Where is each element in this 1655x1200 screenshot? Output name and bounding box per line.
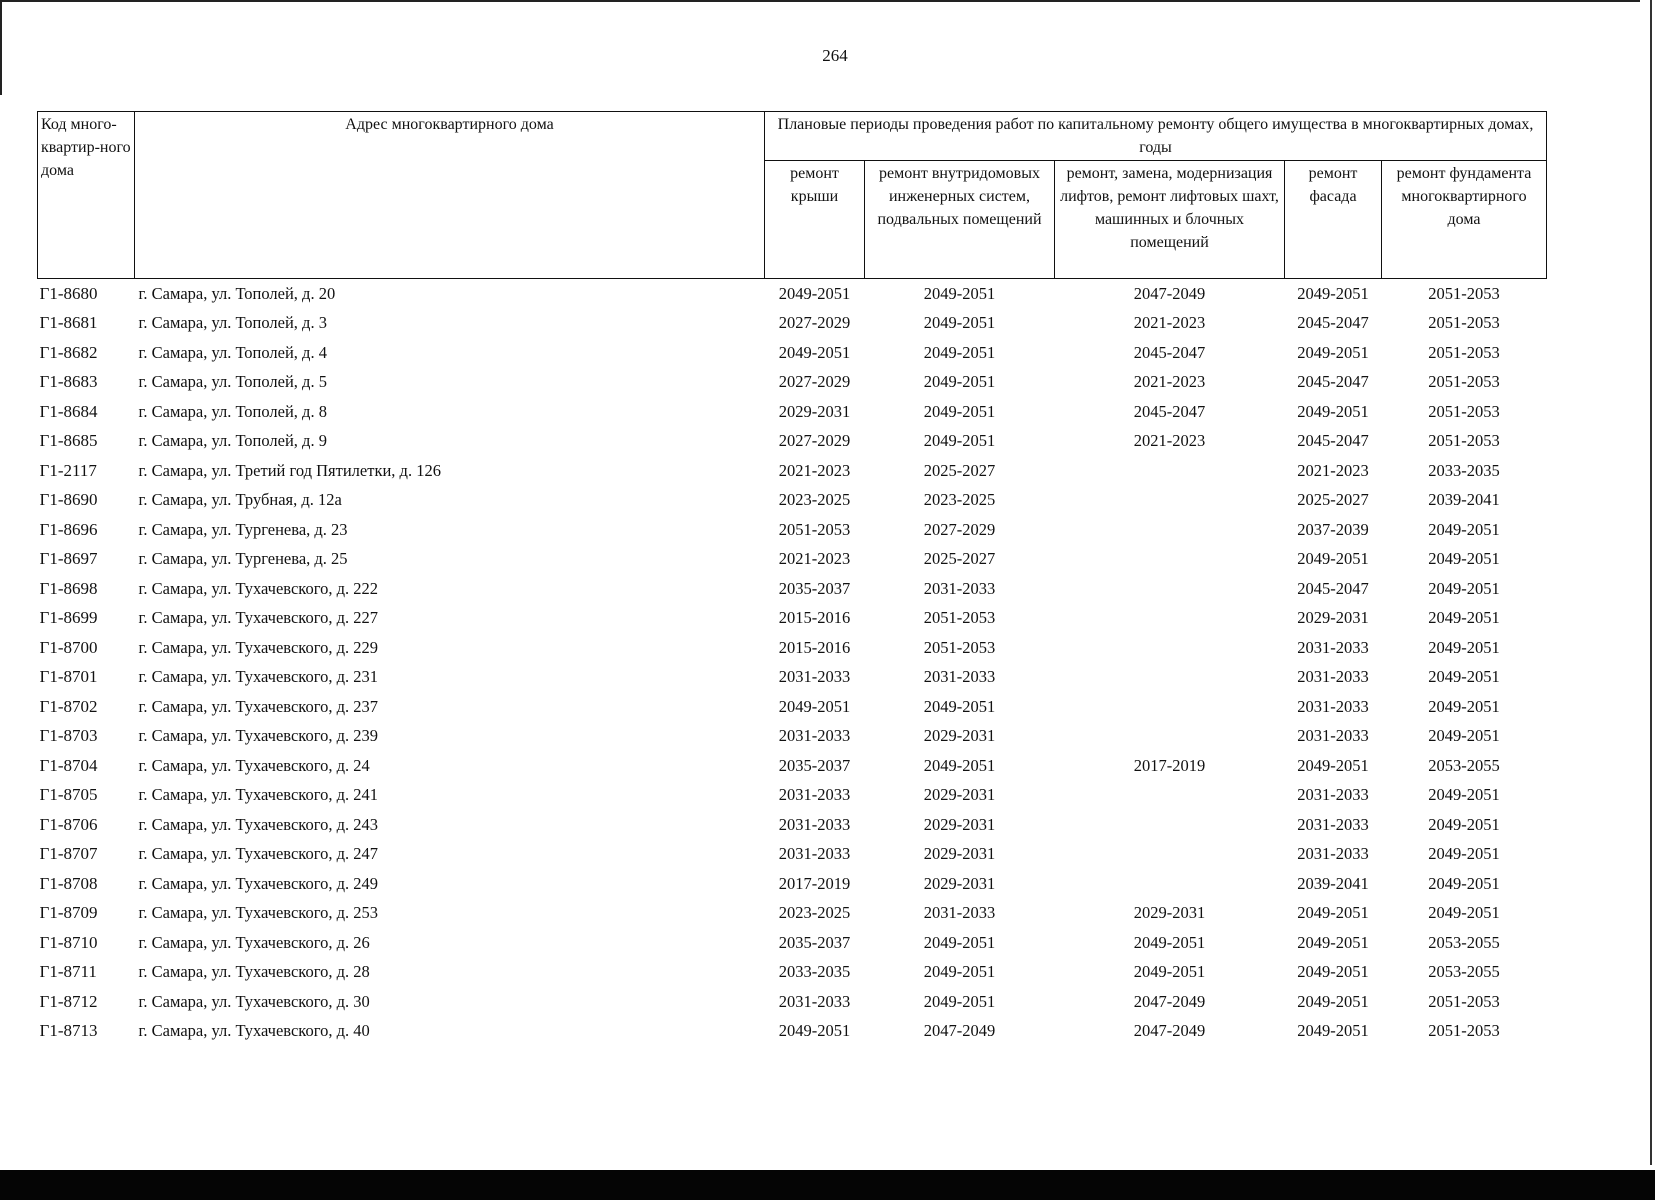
header-elevators: ремонт, замена, модернизация лифтов, ремонт лифтовых шахт, машинных и блочных помещений xyxy=(1055,161,1285,279)
cell-roof: 2031-2033 xyxy=(778,667,851,687)
table-row xyxy=(38,692,1547,722)
cell-code: Г1-8702 xyxy=(39,696,98,716)
cell-roof: 2049-2051 xyxy=(778,283,851,303)
cell-facade: 2049-2051 xyxy=(1297,401,1369,421)
cell-roof: 2031-2033 xyxy=(778,991,851,1011)
cell-facade: 2049-2051 xyxy=(1297,991,1369,1011)
cell-roof: 2031-2033 xyxy=(778,785,851,805)
cell-roof: 2029-2031 xyxy=(778,401,851,421)
cell-elevators: 2049-2051 xyxy=(1133,932,1206,952)
header-roof: ремонт крыши xyxy=(765,161,865,279)
cell-elevators: 2017-2019 xyxy=(1133,755,1206,775)
cell-elevators: 2021-2023 xyxy=(1133,372,1206,392)
table-row xyxy=(38,899,1547,929)
cell-elevators: 2047-2049 xyxy=(1133,1021,1206,1041)
cell-code: Г1-8701 xyxy=(39,667,98,687)
cell-foundation: 2049-2051 xyxy=(1428,549,1500,569)
cell-code: Г1-8706 xyxy=(39,814,98,834)
cell-code: Г1-8685 xyxy=(39,431,98,451)
cell-facade: 2025-2027 xyxy=(1297,490,1369,510)
cell-elevators xyxy=(1055,692,1285,722)
cell-code: Г1-8707 xyxy=(39,844,98,864)
cell-roof: 2031-2033 xyxy=(778,726,851,746)
cell-engineering: 2031-2033 xyxy=(923,578,996,598)
cell-elevators: 2045-2047 xyxy=(1133,401,1206,421)
cell-facade: 2045-2047 xyxy=(1297,431,1369,451)
cell-foundation: 2049-2051 xyxy=(1428,844,1500,864)
cell-elevators xyxy=(1055,869,1285,899)
cell-code: Г1-8698 xyxy=(39,578,98,598)
cell-engineering: 2029-2031 xyxy=(923,814,996,834)
header-facade: ремонт фасада xyxy=(1285,161,1382,279)
cell-address: г. Самара, ул. Тургенева, д. 23 xyxy=(138,519,348,539)
cell-facade: 2045-2047 xyxy=(1297,313,1369,333)
cell-engineering: 2049-2051 xyxy=(923,283,996,303)
cell-facade: 2049-2051 xyxy=(1297,549,1369,569)
cell-address: г. Самара, ул. Тополей, д. 9 xyxy=(138,431,327,451)
cell-foundation: 2039-2041 xyxy=(1428,490,1500,510)
cell-address: г. Самара, ул. Тухачевского, д. 24 xyxy=(138,755,370,775)
cell-address: г. Самара, ул. Тухачевского, д. 253 xyxy=(138,903,378,923)
header-address: Адрес многоквартирного дома xyxy=(135,112,765,279)
cell-roof: 2015-2016 xyxy=(778,608,851,628)
cell-elevators xyxy=(1055,840,1285,870)
cell-foundation: 2053-2055 xyxy=(1428,962,1500,982)
cell-elevators xyxy=(1055,810,1285,840)
table-row xyxy=(38,810,1547,840)
cell-engineering: 2029-2031 xyxy=(923,844,996,864)
cell-address: г. Самара, ул. Тополей, д. 5 xyxy=(138,372,327,392)
cell-roof: 2035-2037 xyxy=(778,755,851,775)
table-row xyxy=(38,840,1547,870)
cell-facade: 2049-2051 xyxy=(1297,903,1369,923)
cell-code: Г1-8684 xyxy=(39,401,98,421)
cell-roof: 2049-2051 xyxy=(778,1021,851,1041)
cell-engineering: 2049-2051 xyxy=(923,755,996,775)
cell-engineering: 2051-2053 xyxy=(923,608,996,628)
table-row xyxy=(38,397,1547,427)
cell-elevators xyxy=(1055,722,1285,752)
page-frame-right xyxy=(1650,0,1652,1165)
cell-facade: 2031-2033 xyxy=(1297,726,1369,746)
cell-address: г. Самара, ул. Тухачевского, д. 239 xyxy=(138,726,378,746)
cell-engineering: 2049-2051 xyxy=(923,431,996,451)
cell-foundation: 2049-2051 xyxy=(1428,519,1500,539)
cell-roof: 2033-2035 xyxy=(778,962,851,982)
cell-foundation: 2051-2053 xyxy=(1428,313,1500,333)
cell-foundation: 2049-2051 xyxy=(1428,608,1500,628)
table-row xyxy=(38,958,1547,988)
cell-code: Г1-8699 xyxy=(39,608,98,628)
table-row xyxy=(38,751,1547,781)
cell-address: г. Самара, ул. Тухачевского, д. 249 xyxy=(138,873,378,893)
cell-facade: 2021-2023 xyxy=(1297,460,1369,480)
cell-elevators xyxy=(1055,781,1285,811)
cell-elevators xyxy=(1055,486,1285,516)
cell-elevators: 2047-2049 xyxy=(1133,991,1206,1011)
cell-foundation: 2051-2053 xyxy=(1428,283,1500,303)
cell-address: г. Самара, ул. Тухачевского, д. 243 xyxy=(138,814,378,834)
cell-foundation: 2051-2053 xyxy=(1428,372,1500,392)
cell-address: г. Самара, ул. Тухачевского, д. 227 xyxy=(138,608,378,628)
cell-engineering: 2029-2031 xyxy=(923,873,996,893)
cell-address: г. Самара, ул. Тухачевского, д. 222 xyxy=(138,578,378,598)
cell-facade: 2031-2033 xyxy=(1297,814,1369,834)
cell-engineering: 2031-2033 xyxy=(923,903,996,923)
cell-elevators xyxy=(1055,545,1285,575)
cell-address: г. Самара, ул. Тургенева, д. 25 xyxy=(138,549,348,569)
cell-facade: 2045-2047 xyxy=(1297,372,1369,392)
cell-address: г. Самара, ул. Тухачевского, д. 247 xyxy=(138,844,378,864)
table-row xyxy=(38,309,1547,339)
cell-code: Г1-8681 xyxy=(39,313,98,333)
cell-roof: 2049-2051 xyxy=(778,342,851,362)
cell-code: Г1-8690 xyxy=(39,490,98,510)
cell-roof: 2023-2025 xyxy=(778,903,851,923)
header-foundation: ремонт фундамента многоквартирного дома xyxy=(1382,161,1547,279)
cell-engineering: 2049-2051 xyxy=(923,932,996,952)
cell-code: Г1-8705 xyxy=(39,785,98,805)
cell-code: Г1-2117 xyxy=(39,460,97,480)
cell-foundation: 2051-2053 xyxy=(1428,431,1500,451)
cell-engineering: 2049-2051 xyxy=(923,372,996,392)
cell-foundation: 2051-2053 xyxy=(1428,342,1500,362)
cell-roof: 2035-2037 xyxy=(778,932,851,952)
cell-facade: 2029-2031 xyxy=(1297,608,1369,628)
cell-foundation: 2049-2051 xyxy=(1428,814,1500,834)
cell-engineering: 2049-2051 xyxy=(923,401,996,421)
cell-roof: 2023-2025 xyxy=(778,490,851,510)
cell-engineering: 2049-2051 xyxy=(923,962,996,982)
cell-engineering: 2049-2051 xyxy=(923,696,996,716)
cell-engineering: 2049-2051 xyxy=(923,342,996,362)
cell-address: г. Самара, ул. Тухачевского, д. 28 xyxy=(138,962,370,982)
cell-elevators: 2045-2047 xyxy=(1133,342,1206,362)
table-row xyxy=(38,1017,1547,1047)
cell-address: г. Самара, ул. Тополей, д. 8 xyxy=(138,401,327,421)
cell-address: г. Самара, ул. Трубная, д. 12а xyxy=(138,490,342,510)
cell-roof: 2035-2037 xyxy=(778,578,851,598)
cell-elevators: 2049-2051 xyxy=(1133,962,1206,982)
cell-code: Г1-8697 xyxy=(39,549,98,569)
cell-engineering: 2049-2051 xyxy=(923,991,996,1011)
table-row xyxy=(38,574,1547,604)
cell-roof: 2027-2029 xyxy=(778,372,851,392)
cell-roof: 2015-2016 xyxy=(778,637,851,657)
table-row xyxy=(38,486,1547,516)
cell-facade: 2039-2041 xyxy=(1297,873,1369,893)
table-body xyxy=(38,279,1547,1047)
cell-address: г. Самара, ул. Тухачевского, д. 40 xyxy=(138,1021,370,1041)
cell-code: Г1-8703 xyxy=(39,726,98,746)
table-header xyxy=(38,112,1547,279)
cell-foundation: 2053-2055 xyxy=(1428,755,1500,775)
cell-address: г. Самара, ул. Тополей, д. 20 xyxy=(138,283,336,303)
header-engineering: ремонт внутридомовых инженерных систем, подвальных помещений xyxy=(865,161,1055,279)
cell-facade: 2031-2033 xyxy=(1297,785,1369,805)
cell-elevators: 2021-2023 xyxy=(1133,313,1206,333)
cell-foundation: 2049-2051 xyxy=(1428,873,1500,893)
cell-foundation: 2051-2053 xyxy=(1428,991,1500,1011)
cell-roof: 2021-2023 xyxy=(778,460,851,480)
cell-code: Г1-8704 xyxy=(39,755,98,775)
cell-roof: 2027-2029 xyxy=(778,431,851,451)
page-frame-top xyxy=(0,0,1640,2)
cell-code: Г1-8683 xyxy=(39,372,98,392)
table-row xyxy=(38,869,1547,899)
cell-engineering: 2025-2027 xyxy=(923,549,996,569)
cell-foundation: 2049-2051 xyxy=(1428,696,1500,716)
cell-code: Г1-8712 xyxy=(39,991,98,1011)
cell-facade: 2037-2039 xyxy=(1297,519,1369,539)
cell-foundation: 2051-2053 xyxy=(1428,401,1500,421)
cell-elevators: 2047-2049 xyxy=(1133,283,1206,303)
cell-code: Г1-8708 xyxy=(39,873,98,893)
table-row xyxy=(38,604,1547,634)
cell-engineering: 2023-2025 xyxy=(923,490,996,510)
cell-facade: 2049-2051 xyxy=(1297,755,1369,775)
cell-engineering: 2029-2031 xyxy=(923,785,996,805)
cell-code: Г1-8713 xyxy=(39,1021,98,1041)
repair-schedule-table xyxy=(37,111,1547,1046)
header-code: Код много-квартир-ного дома xyxy=(38,112,135,279)
cell-facade: 2045-2047 xyxy=(1297,578,1369,598)
table-row xyxy=(38,781,1547,811)
cell-elevators xyxy=(1055,515,1285,545)
cell-facade: 2049-2051 xyxy=(1297,342,1369,362)
cell-address: г. Самара, ул. Тухачевского, д. 237 xyxy=(138,696,378,716)
cell-foundation: 2049-2051 xyxy=(1428,726,1500,746)
cell-elevators xyxy=(1055,633,1285,663)
cell-elevators xyxy=(1055,456,1285,486)
cell-foundation: 2049-2051 xyxy=(1428,578,1500,598)
cell-roof: 2031-2033 xyxy=(778,814,851,834)
cell-foundation: 2053-2055 xyxy=(1428,932,1500,952)
table-row xyxy=(38,663,1547,693)
cell-code: Г1-8700 xyxy=(39,637,98,657)
scan-bottom-bar xyxy=(0,1170,1655,1200)
cell-address: г. Самара, ул. Третий год Пятилетки, д. 126 xyxy=(138,460,441,480)
cell-foundation: 2051-2053 xyxy=(1428,1021,1500,1041)
page-number: 264 xyxy=(822,46,848,65)
cell-elevators: 2029-2031 xyxy=(1133,903,1206,923)
cell-address: г. Самара, ул. Тухачевского, д. 241 xyxy=(138,785,378,805)
table-row xyxy=(38,279,1547,309)
cell-elevators xyxy=(1055,574,1285,604)
cell-roof: 2017-2019 xyxy=(778,873,851,893)
cell-engineering: 2031-2033 xyxy=(923,667,996,687)
cell-facade: 2031-2033 xyxy=(1297,844,1369,864)
table-row xyxy=(38,368,1547,398)
cell-foundation: 2049-2051 xyxy=(1428,903,1500,923)
table-row xyxy=(38,338,1547,368)
cell-code: Г1-8709 xyxy=(39,903,98,923)
cell-roof: 2031-2033 xyxy=(778,844,851,864)
cell-code: Г1-8680 xyxy=(39,283,98,303)
cell-foundation: 2033-2035 xyxy=(1428,460,1500,480)
cell-address: г. Самара, ул. Тополей, д. 3 xyxy=(138,313,327,333)
table-row xyxy=(38,427,1547,457)
table-row xyxy=(38,928,1547,958)
cell-facade: 2049-2051 xyxy=(1297,932,1369,952)
cell-facade: 2031-2033 xyxy=(1297,637,1369,657)
cell-address: г. Самара, ул. Тухачевского, д. 229 xyxy=(138,637,378,657)
cell-facade: 2049-2051 xyxy=(1297,1021,1369,1041)
cell-engineering: 2049-2051 xyxy=(923,313,996,333)
cell-foundation: 2049-2051 xyxy=(1428,785,1500,805)
cell-elevators xyxy=(1055,663,1285,693)
cell-roof: 2021-2023 xyxy=(778,549,851,569)
cell-address: г. Самара, ул. Тухачевского, д. 30 xyxy=(138,991,370,1011)
table-row xyxy=(38,515,1547,545)
cell-elevators xyxy=(1055,604,1285,634)
cell-engineering: 2047-2049 xyxy=(923,1021,996,1041)
table-row xyxy=(38,987,1547,1017)
cell-roof: 2027-2029 xyxy=(778,313,851,333)
cell-code: Г1-8682 xyxy=(39,342,98,362)
header-planned-periods: Плановые периоды проведения работ по капитальному ремонту общего имущества в многоквартирных домах, годы xyxy=(765,112,1547,161)
cell-code: Г1-8696 xyxy=(39,519,98,539)
cell-facade: 2049-2051 xyxy=(1297,962,1369,982)
cell-address: г. Самара, ул. Тухачевского, д. 231 xyxy=(138,667,378,687)
cell-engineering: 2027-2029 xyxy=(923,519,996,539)
cell-code: Г1-8710 xyxy=(39,932,98,952)
cell-address: г. Самара, ул. Тополей, д. 4 xyxy=(138,342,327,362)
cell-roof: 2049-2051 xyxy=(778,696,851,716)
cell-elevators: 2021-2023 xyxy=(1133,431,1206,451)
cell-facade: 2031-2033 xyxy=(1297,696,1369,716)
table-row xyxy=(38,722,1547,752)
cell-facade: 2031-2033 xyxy=(1297,667,1369,687)
cell-foundation: 2049-2051 xyxy=(1428,667,1500,687)
cell-foundation: 2049-2051 xyxy=(1428,637,1500,657)
table-row xyxy=(38,633,1547,663)
table-row xyxy=(38,545,1547,575)
cell-engineering: 2025-2027 xyxy=(923,460,996,480)
cell-engineering: 2051-2053 xyxy=(923,637,996,657)
cell-roof: 2051-2053 xyxy=(778,519,851,539)
cell-address: г. Самара, ул. Тухачевского, д. 26 xyxy=(138,932,370,952)
table-row xyxy=(38,456,1547,486)
cell-code: Г1-8711 xyxy=(39,962,97,982)
cell-facade: 2049-2051 xyxy=(1297,283,1369,303)
cell-engineering: 2029-2031 xyxy=(923,726,996,746)
